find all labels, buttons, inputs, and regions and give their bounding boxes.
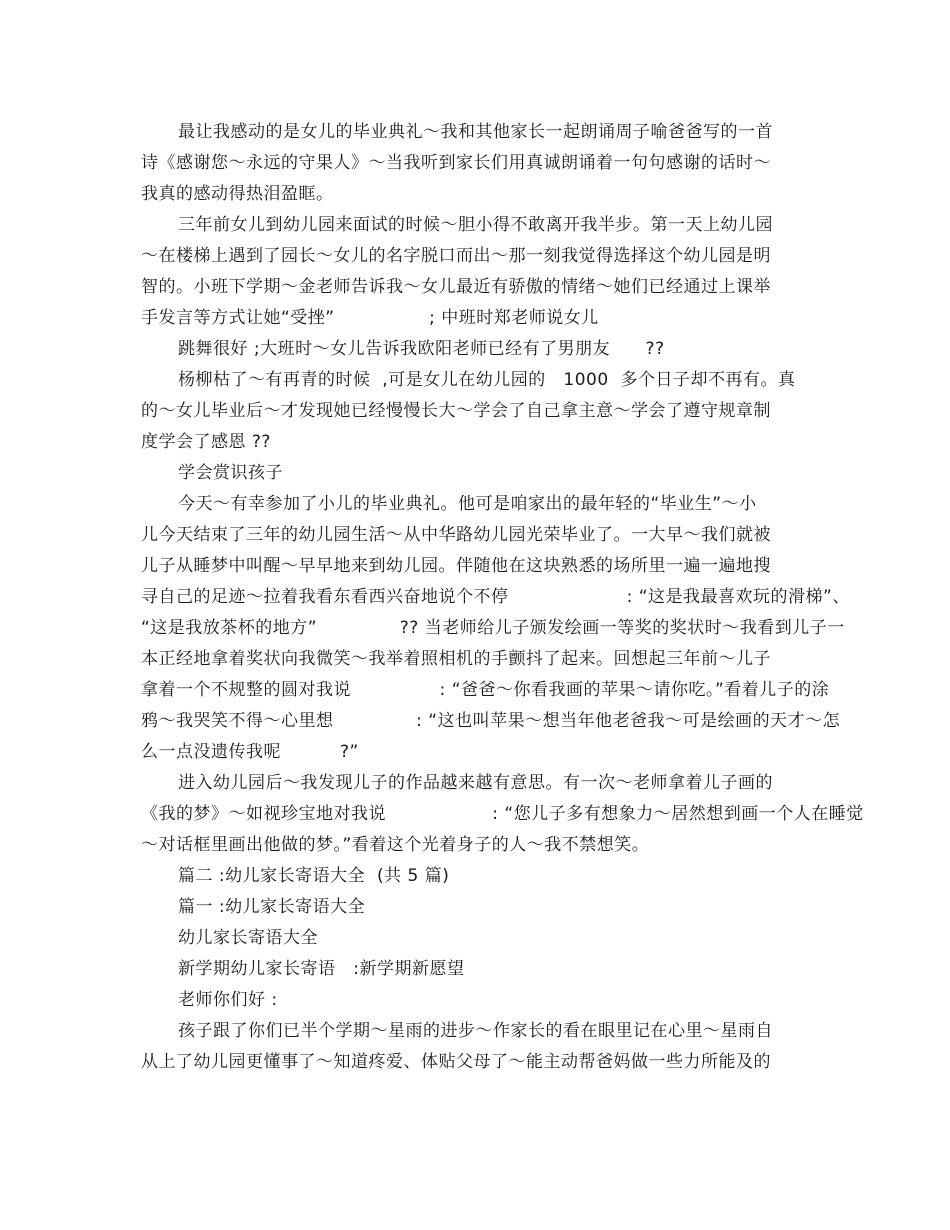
text-line: 进入幼儿园后～我发现儿子的作品越来越有意思。有一次～老师拿着儿子画的: [178, 773, 773, 793]
text-line: 杨柳枯了～有再青的时候 ,可是女儿在幼儿园的 1000 多个日子却不再有。真: [178, 370, 796, 390]
text-line: 的～女儿毕业后～才发现她已经慢慢长大～学会了自己拿主意～学会了遵守规章制: [141, 401, 771, 421]
text-line: 《我的梦》～如视珍宝地对我说 : “您儿子多有想象力～居然想到画一个人在睡觉: [141, 804, 864, 824]
text-line: ～对话框里画出他做的梦。”看着这个光着身子的人～我不禁想笑。: [141, 835, 650, 855]
text-line: 最让我感动的是女儿的毕业典礼～我和其他家长一起朗诵周子喻爸爸写的一首: [178, 122, 773, 142]
text-line: 从上了幼儿园更懂事了～知道疼爱、体贴父母了～能主动帮爸妈做一些力所能及的: [141, 1052, 771, 1072]
section-heading: 篇二 :幼儿家长寄语大全 (共 5 篇): [178, 866, 450, 886]
section-heading: 篇一 :幼儿家长寄语大全: [178, 897, 366, 917]
salutation: 老师你们好 :: [178, 990, 278, 1010]
text-line: “这是我放茶杯的地方” ?? 当老师给儿子颁发绘画一等奖的奖状时～我看到儿子一: [141, 618, 845, 638]
text-line: 本正经地拿着奖状向我微笑～我举着照相机的手颤抖了起来。回想起三年前～儿子: [141, 649, 771, 669]
text-line: 今天～有幸参加了小儿的毕业典礼。他可是咱家出的最年轻的“毕业生”～小: [178, 494, 757, 514]
text-line: 孩子跟了你们已半个学期～星雨的进步～作家长的看在眼里记在心里～星雨自: [178, 1021, 773, 1041]
text-line: 手发言等方式让她“受挫” ; 中班时郑老师说女儿: [141, 308, 599, 328]
text-line: 么一点没遗传我呢 ?”: [141, 742, 359, 762]
text-line: ～在楼梯上遇到了园长～女儿的名字脱口而出～那一刻我觉得选择这个幼儿园是明: [141, 246, 771, 266]
text-line: 儿子从睡梦中叫醒～早早地来到幼儿园。伴随他在这块熟悉的场所里一遍一遍地搜: [141, 556, 771, 576]
text-line: 跳舞很好 ;大班时～女儿告诉我欧阳老师已经有了男朋友 ??: [178, 339, 665, 359]
text-line: 鸦～我哭笑不得～心里想 : “这也叫苹果～想当年他老爸我～可是绘画的天才～怎: [141, 711, 841, 731]
text-line: 诗《感谢您～永远的守果人》～当我听到家长们用真诚朗诵着一句句感谢的话时～: [141, 153, 771, 173]
text-line: 智的。小班下学期～金老师告诉我～女儿最近有骄傲的情绪～她们已经通过上课举: [141, 277, 771, 297]
section-heading: 学会赏识孩子: [178, 463, 283, 483]
text-line: 寻自己的足迹～拉着我看东看西兴奋地说个不停 : “这是我最喜欢玩的滑梯”、: [141, 587, 850, 607]
text-line: 我真的感动得热泪盈眶。: [141, 184, 334, 204]
text-line: 儿今天结束了三年的幼儿园生活～从中华路幼儿园光荣毕业了。一大早～我们就被: [141, 525, 771, 545]
section-heading: 新学期幼儿家长寄语 :新学期新愿望: [178, 959, 465, 979]
text-line: 三年前女儿到幼儿园来面试的时候～胆小得不敢离开我半步。第一天上幼儿园: [178, 215, 773, 235]
text-line: 拿着一个不规整的圆对我说 : “爸爸～你看我画的苹果～请你吃。”看着儿子的涂: [141, 680, 830, 700]
text-line: 度学会了感恩 ??: [141, 432, 271, 452]
section-heading: 幼儿家长寄语大全: [178, 928, 318, 948]
